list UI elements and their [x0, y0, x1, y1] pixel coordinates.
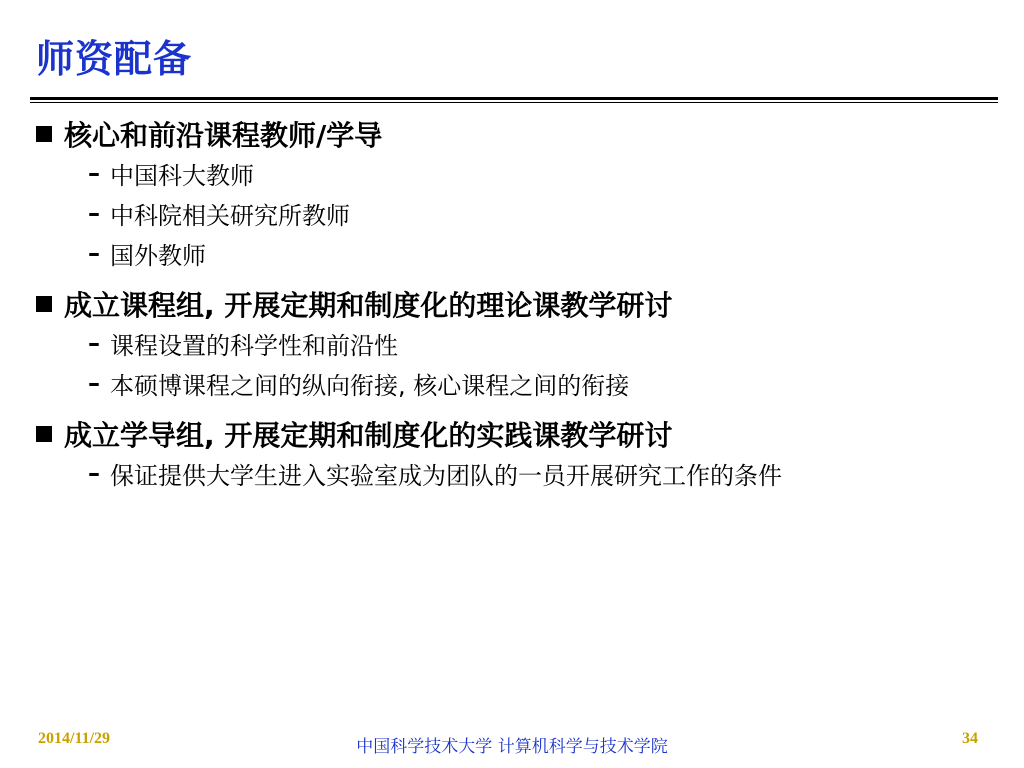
title-divider	[30, 97, 998, 100]
dash-icon: –	[88, 239, 100, 267]
title-divider-thin	[30, 102, 998, 103]
dash-icon: –	[88, 159, 100, 187]
page-number: 34	[962, 730, 978, 747]
bullet-heading	[36, 115, 996, 153]
bullet-section	[36, 285, 996, 403]
sub-bullet	[36, 453, 996, 493]
sub-bullet	[36, 363, 996, 403]
dash-icon: –	[88, 369, 100, 397]
sub-bullet-text: 本硕博课程之间的纵向衔接, 核心课程之间的衔接	[110, 371, 630, 400]
dash-icon: –	[88, 459, 100, 487]
square-bullet-icon	[36, 126, 52, 142]
dash-icon: –	[88, 199, 100, 227]
bullet-heading	[36, 285, 996, 323]
sub-bullet	[36, 153, 996, 193]
sub-bullet	[36, 233, 996, 273]
square-bullet-icon	[36, 426, 52, 442]
footer-date: 2014/11/29	[38, 730, 111, 747]
sub-bullet-text: 国外教师	[110, 241, 206, 270]
dash-icon: –	[88, 329, 100, 357]
sub-bullet-text: 中国科大教师	[110, 161, 254, 190]
sub-bullet-text: 课程设置的科学性和前沿性	[110, 331, 398, 360]
bullet-heading-text: 成立学导组, 开展定期和制度化的实践课教学研讨	[64, 419, 673, 452]
bullet-heading-text: 成立课程组, 开展定期和制度化的理论课教学研讨	[64, 289, 673, 322]
bullet-list	[36, 115, 996, 505]
bullet-section	[36, 115, 996, 273]
sub-bullet	[36, 323, 996, 363]
sub-bullet	[36, 193, 996, 233]
bullet-heading	[36, 415, 996, 453]
sub-bullet-text: 中科院相关研究所教师	[110, 201, 350, 230]
footer-institution: 中国科学技术大学 计算机科学与技术学院	[356, 737, 668, 757]
bullet-section	[36, 415, 996, 493]
square-bullet-icon	[36, 296, 52, 312]
bullet-heading-text: 核心和前沿课程教师/学导	[64, 119, 383, 152]
sub-bullet-text: 保证提供大学生进入实验室成为团队的一员开展研究工作的条件	[110, 461, 782, 490]
page-title: 师资配备	[36, 37, 193, 81]
